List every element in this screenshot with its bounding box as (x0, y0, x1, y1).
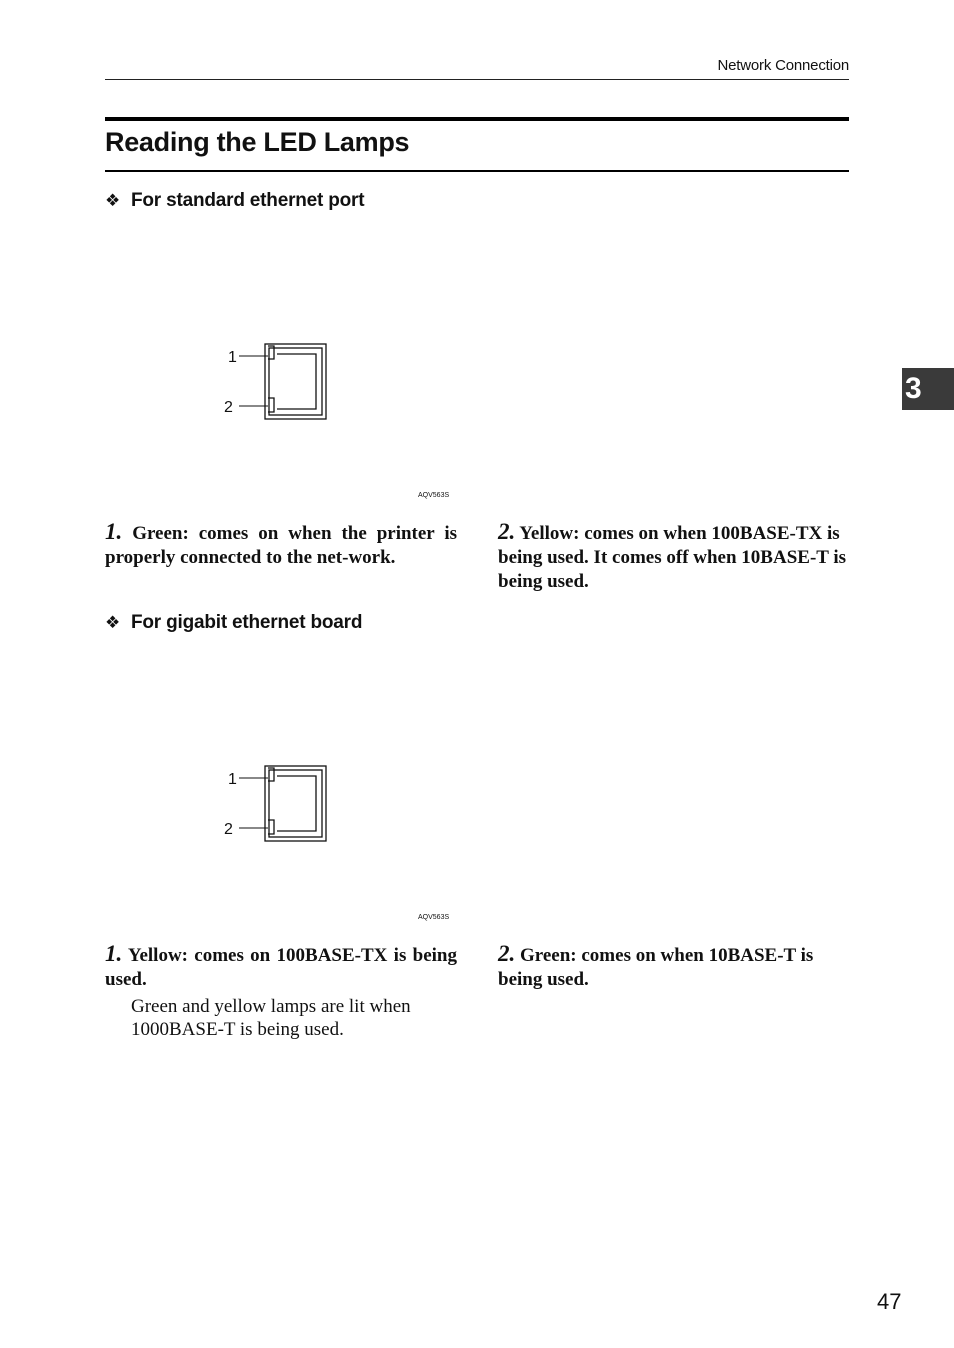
figure-code: AQV563S (418, 914, 450, 921)
list-item (498, 942, 850, 992)
ethernet-port-diagram (212, 336, 342, 436)
item-text: Yellow: comes on when 100BASE-TX is being used. It comes off when 10BASE-T is being used. (498, 523, 847, 592)
page-number: 47 (877, 1289, 902, 1314)
subheading-standard-port (105, 190, 364, 212)
title-bar (105, 117, 849, 121)
item-text: Yellow: comes on 100BASE-TX is being used. (105, 945, 457, 990)
list-item (105, 942, 457, 992)
title-rule (105, 170, 849, 172)
item-number: 2. (498, 519, 516, 544)
subheading-gigabit-board (105, 612, 362, 634)
subheading-text: For gigabit ethernet board (131, 612, 363, 633)
diamond-bullet-icon: ❖ (105, 191, 121, 210)
item-text: Green: comes on when 10BASE-T is being used. (498, 945, 814, 990)
list-item (105, 520, 457, 570)
running-head: Network Connection (717, 57, 849, 74)
diamond-bullet-icon: ❖ (105, 613, 121, 632)
figure-label-2: 2 (224, 821, 233, 838)
item-number: 1. (105, 519, 123, 544)
gigabit-port-diagram (212, 758, 342, 858)
item-number: 2. (498, 941, 516, 966)
subheading-text: For standard ethernet port (131, 190, 365, 211)
figure-label-1: 1 (228, 771, 237, 788)
item-note: Green and yellow lamps are lit when 1000BASE-T is being used. (131, 996, 411, 1040)
figure-label-1: 1 (228, 349, 237, 366)
item-text: Green: comes on when the printer is properly connected to the net-work. (105, 523, 457, 568)
list-item (498, 520, 850, 594)
figure-label-2: 2 (224, 399, 233, 416)
page-title: Reading the LED Lamps (105, 127, 410, 157)
header-rule (105, 79, 849, 80)
figure-code: AQV563S (418, 492, 450, 499)
item-number: 1. (105, 941, 123, 966)
chapter-tab: 3 (902, 368, 954, 410)
